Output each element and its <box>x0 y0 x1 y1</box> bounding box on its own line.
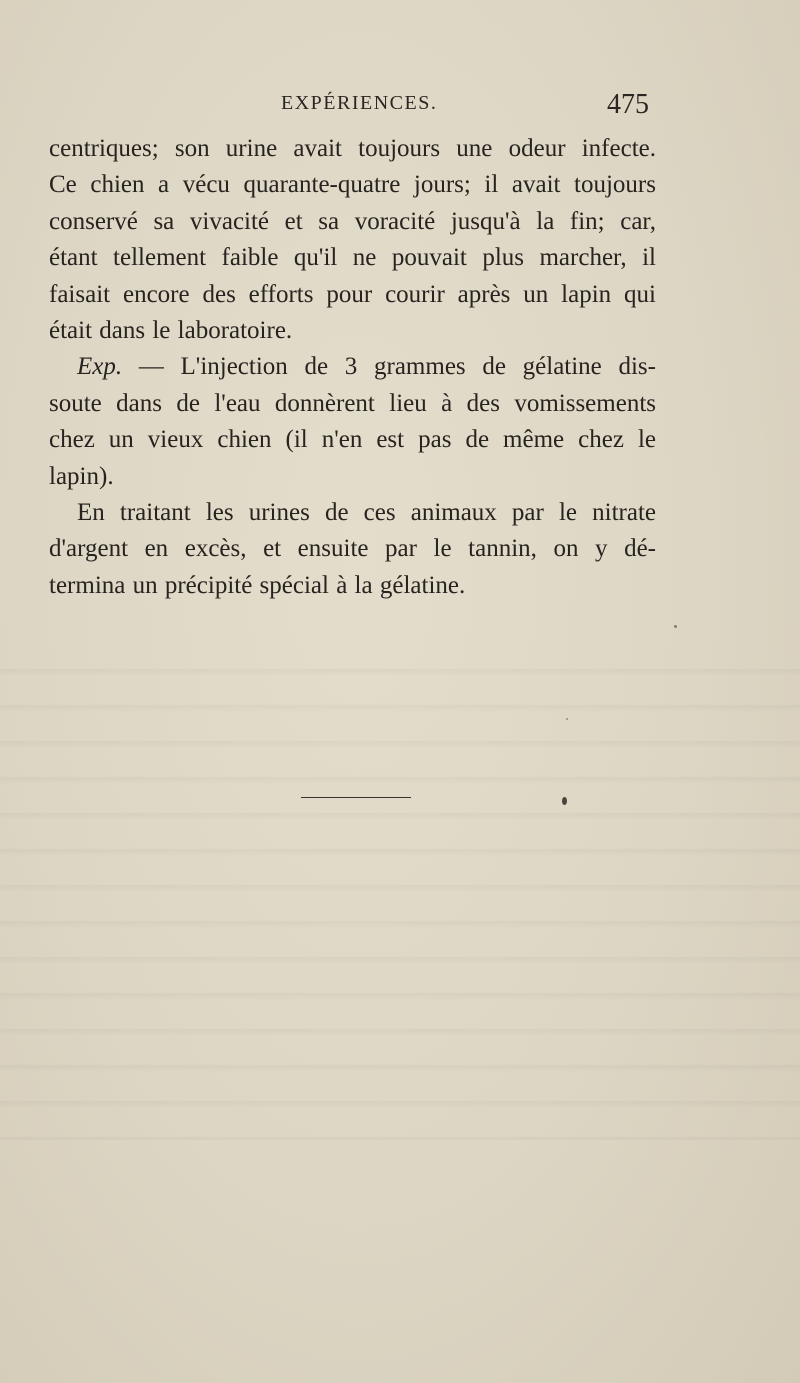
text-line: chez un vieux chien (il n'en est pas de même chez le <box>49 426 656 454</box>
text-line: d'argent en excès, et ensuite par le tannin, on y dé- <box>49 535 656 563</box>
text-line: lapin). <box>49 462 114 490</box>
text-line: termina un précipité spécial à la gélatine. <box>49 571 466 599</box>
text-line: conservé sa vivacité et sa voracité jusqu'à la fin; car, <box>49 207 656 235</box>
running-head-title: EXPÉRIENCES. <box>281 92 438 114</box>
paragraph-1 <box>49 131 656 349</box>
body-text <box>49 131 656 604</box>
ink-speck <box>566 718 568 720</box>
show-through-texture <box>0 640 800 1140</box>
text-line: Ce chien a vécu quarante-quatre jours; il avait toujours <box>49 171 656 199</box>
experiment-label: Exp. <box>77 353 123 381</box>
text-line: faisait encore des efforts pour courir après un lapin qui <box>49 280 656 308</box>
paragraph-3 <box>49 495 656 604</box>
text-line: était dans le laboratoire. <box>49 316 293 344</box>
page-number: 475 <box>607 89 649 120</box>
paragraph-2 <box>49 349 656 495</box>
section-rule <box>301 797 411 798</box>
text-line: En traitant les urines de ces animaux par le nitrate <box>77 498 656 526</box>
running-head <box>0 89 800 122</box>
text-line: étant tellement faible qu'il ne pouvait plus marcher, il <box>49 244 656 272</box>
text-line <box>49 349 656 385</box>
text-line: soute dans de l'eau donnèrent lieu à des vomissements <box>49 389 656 417</box>
ink-speck <box>562 797 567 805</box>
text-fragment: — L'injection de 3 grammes de gélatine dis- <box>122 353 656 381</box>
ink-speck <box>674 625 677 628</box>
text-line: centriques; son urine avait toujours une odeur infecte. <box>49 135 656 162</box>
